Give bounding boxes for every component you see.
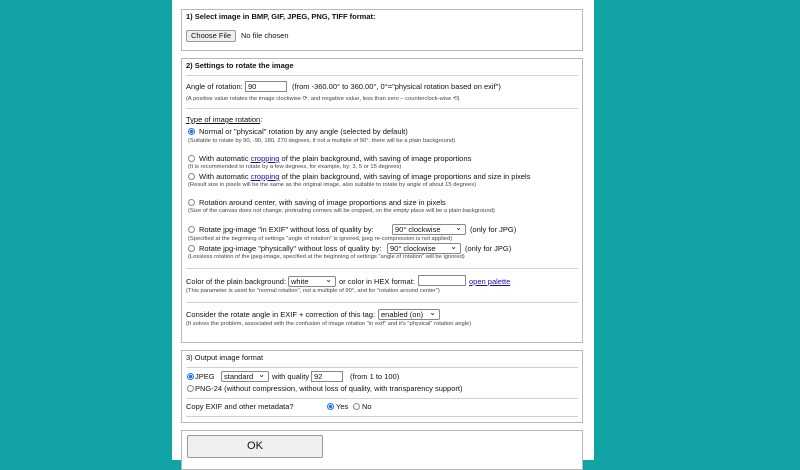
angle-label: Angle of rotation: bbox=[186, 82, 243, 91]
option-note: (Specified at the beginning of settings "angle of rotation" is ignored, jpeg re-compression is not applied) bbox=[188, 236, 453, 242]
option-label: Rotate jpg-image "in EXIF" without loss of quality by: bbox=[199, 225, 374, 234]
section-submit bbox=[181, 430, 583, 470]
option-label: Rotate jpg-image "physically" without loss of quality by: bbox=[199, 244, 382, 253]
bg-color-label: Color of the plain background: bbox=[186, 277, 287, 286]
section-select-image bbox=[181, 9, 583, 51]
copy-exif-label: Copy EXIF and other metadata? bbox=[186, 402, 294, 411]
option-note: (Lossless rotation of the jpeg-image, specified at the beginning of settings "angle of rotation" will be ignored) bbox=[188, 254, 465, 260]
option-suffix: (only for JPG) bbox=[465, 244, 512, 253]
radio-rotate-center[interactable] bbox=[188, 199, 195, 206]
option-note: (Result size in pixels will be the same as the original image, also suitable to rotate by angle of about 15 degrees) bbox=[188, 182, 477, 188]
radio-copy-no[interactable] bbox=[353, 403, 360, 410]
divider bbox=[186, 367, 578, 368]
bg-color-select[interactable]: white ⌄ bbox=[288, 276, 336, 287]
physical-rotation-select[interactable]: 90° clockwise ⌄ bbox=[387, 243, 461, 254]
section-title: 2) Settings to rotate the image bbox=[186, 61, 294, 70]
cropping-link[interactable]: cropping bbox=[250, 154, 280, 163]
radio-crop-proportions-size[interactable] bbox=[188, 173, 195, 180]
angle-hint: (from -360.00° to 360.00°, 0°="physical rotation based on exif") bbox=[292, 82, 501, 91]
exif-rotation-select[interactable]: 90° clockwise ⌄ bbox=[392, 224, 466, 235]
no-label: No bbox=[362, 402, 372, 411]
radio-png[interactable] bbox=[187, 385, 194, 392]
hex-color-input[interactable] bbox=[418, 275, 466, 286]
option-label: of the plain background, with saving of image proportions and size in pixels bbox=[279, 172, 531, 181]
angle-note: (A positive value rotates the image clockwise ⟳, and negative value, less than zero – counterclock-wise ⟲) bbox=[186, 96, 460, 102]
option-label: Normal or "physical" rotation by any angle (selected by default) bbox=[199, 127, 408, 136]
divider bbox=[186, 75, 578, 76]
radio-normal-rotation[interactable] bbox=[188, 128, 195, 135]
bg-note: (This parameter is used for "normal rotation", not a multiple of 90°, and for "rotation around center") bbox=[186, 288, 440, 294]
option-label: of the plain background, with saving of image proportions bbox=[279, 154, 472, 163]
ok-button[interactable]: OK bbox=[187, 435, 323, 458]
jpeg-mode-select[interactable]: standard ⌄ bbox=[221, 371, 269, 382]
type-heading: Type of image rotation bbox=[186, 115, 261, 124]
jpeg-label: JPEG bbox=[195, 372, 215, 381]
section-title: 1) Select image in BMP, GIF, JPEG, PNG, TIFF format: bbox=[186, 12, 376, 21]
option-note: (Suitable to rotate by 90, -90, 180, 270 degrees, if not a multiple of 90°, there will be a plain background) bbox=[188, 138, 456, 144]
section-rotate-settings: 2) Settings to rotate the image Angle of rotation: 90 (from -360.00° to 360.00°, 0°="physical rotation based on exif") (A positive value rotates the image clockwise ⟳, and negative value, less than zero – counterclock-wise ⟲) Type of image rotation: Normal or "physical" rotation by any angle (selected by default) (Suitable to rotate by 90, -90, 180, 270 degrees, if not a multiple of 90°, there will be a plain background) With automatic cropping of the plain background, with saving of image proportions (It is recommended to rotate by a few degrees, for example, by: 3, 5 or 15 degrees) With automatic cropping of the plain background, with saving of image proportions and size in pixels (Result size in pixels will be the same as the original image, also suitable to rotate by angle of about 15 degrees) Rotation around center, with saving of image proportions and size in pixels (Size of the canvas does not change, protruding corners will be cropped, on the empty place will be a plain background) Rotate jpg-image "in EXIF" without loss of quality by: 90° clockwise ⌄ (only for JPG) (Specified at the beginning of settings "angle of rotation" is ignored, jpeg re-compression is not applied) Rotate jpg-image "physically" without loss of quality by: 90° clockwise ⌄ (only for JPG) (Lossless rotation of the jpeg-image, specified at the beginning of settings "angle of rotation" will be ignored) Color of the plain background: white ⌄ or color in HEX format: open palette (This parameter is used for "normal rotation", not a multiple of 90°, and for "rotation around center") Consider the rotate angle in EXIF + correction of this tag: enabled (on) ⌄ (It solves the problem, associated with the confusion of image rotation "in exif" and it's "physical" rotation angle) bbox=[181, 58, 583, 343]
exif-note: (It solves the problem, associated with the confusion of image rotation "in exif" and it's "physical" rotation angle) bbox=[186, 321, 472, 327]
quality-label: with quality bbox=[272, 372, 310, 381]
radio-rotate-exif[interactable] bbox=[188, 226, 195, 233]
section-title: 3) Output image format bbox=[186, 353, 264, 362]
divider bbox=[186, 108, 578, 109]
section-output-format bbox=[181, 350, 583, 423]
quality-input[interactable]: 92 bbox=[311, 371, 343, 382]
cropping-link[interactable]: cropping bbox=[250, 172, 280, 181]
divider bbox=[186, 268, 578, 269]
hex-label: or color in HEX format: bbox=[339, 277, 415, 286]
radio-copy-yes[interactable] bbox=[327, 403, 334, 410]
open-palette-link[interactable]: open palette bbox=[469, 277, 511, 286]
radio-jpeg[interactable] bbox=[187, 373, 194, 380]
quality-hint: (from 1 to 100) bbox=[350, 372, 400, 381]
angle-input[interactable]: 90 bbox=[245, 81, 287, 92]
exif-label: Consider the rotate angle in EXIF + correction of this tag: bbox=[186, 310, 376, 319]
divider bbox=[186, 416, 578, 417]
radio-rotate-physical[interactable] bbox=[188, 245, 195, 252]
option-label: With automatic bbox=[199, 172, 251, 181]
option-note: (It is recommended to rotate by a few degrees, for example, by: 3, 5 or 15 degrees) bbox=[188, 164, 402, 170]
file-status: No file chosen bbox=[241, 31, 289, 40]
divider bbox=[186, 302, 578, 303]
option-suffix: (only for JPG) bbox=[470, 225, 517, 234]
exif-correction-select[interactable]: enabled (on) ⌄ bbox=[378, 309, 440, 320]
png-label: PNG-24 (without compression, without loss of quality, with transparency support) bbox=[195, 384, 463, 393]
option-label: With automatic bbox=[199, 154, 251, 163]
yes-label: Yes bbox=[336, 402, 349, 411]
option-label: Rotation around center, with saving of image proportions and size in pixels bbox=[199, 198, 446, 207]
radio-crop-proportions[interactable] bbox=[188, 155, 195, 162]
divider bbox=[186, 398, 578, 399]
choose-file-button[interactable]: Choose File bbox=[186, 30, 236, 42]
page bbox=[172, 0, 594, 460]
option-note: (Size of the canvas does not change, protruding corners will be cropped, on the empty place will be a plain background) bbox=[188, 208, 495, 214]
